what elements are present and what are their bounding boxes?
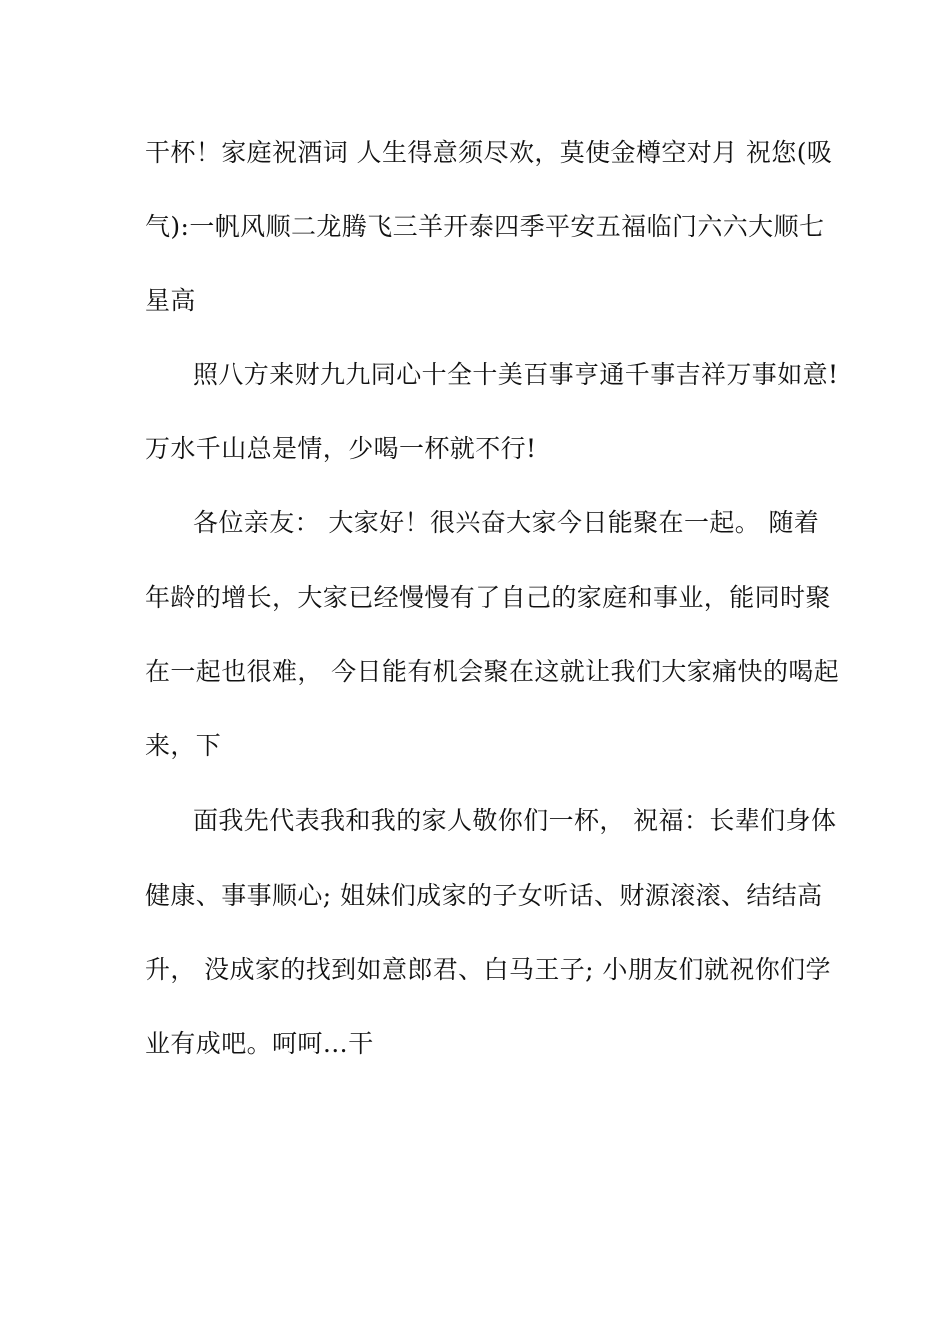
text-line-8: 在一起也很难， 今日能有机会聚在这就让我们大家痛快的喝起	[145, 657, 840, 686]
text-line-10: 面我先代表我和我的家人敬你们一杯， 祝福：长辈们身体	[193, 806, 837, 835]
text-line-1: 干杯！家庭祝酒词 人生得意须尽欢，莫使金樽空对月 祝您(吸	[145, 138, 833, 167]
text-line-5: 万水千山总是情，少喝一杯就不行!	[145, 434, 537, 463]
text-line-7: 年龄的增长，大家已经慢慢有了自己的家庭和事业，能同时聚	[145, 583, 831, 612]
text-line-11: 健康、事事顺心; 姐妹们成家的子女听话、财源滚滚、结结高	[145, 881, 823, 910]
text-line-6: 各位亲友： 大家好！很兴奋大家今日能聚在一起。 随着	[193, 508, 820, 537]
text-line-4: 照八方来财九九同心十全十美百事亨通千事吉祥万事如意!	[193, 360, 839, 389]
text-line-12: 升， 没成家的找到如意郎君、白马王子; 小朋友们就祝你们学	[145, 955, 831, 984]
text-line-2: 气):一帆风顺二龙腾飞三羊开泰四季平安五福临门六六大顺七	[145, 212, 825, 241]
text-line-13: 业有成吧。呵呵…干	[145, 1029, 374, 1058]
text-line-9: 来，下	[145, 731, 222, 760]
text-line-3: 星高	[145, 286, 196, 315]
